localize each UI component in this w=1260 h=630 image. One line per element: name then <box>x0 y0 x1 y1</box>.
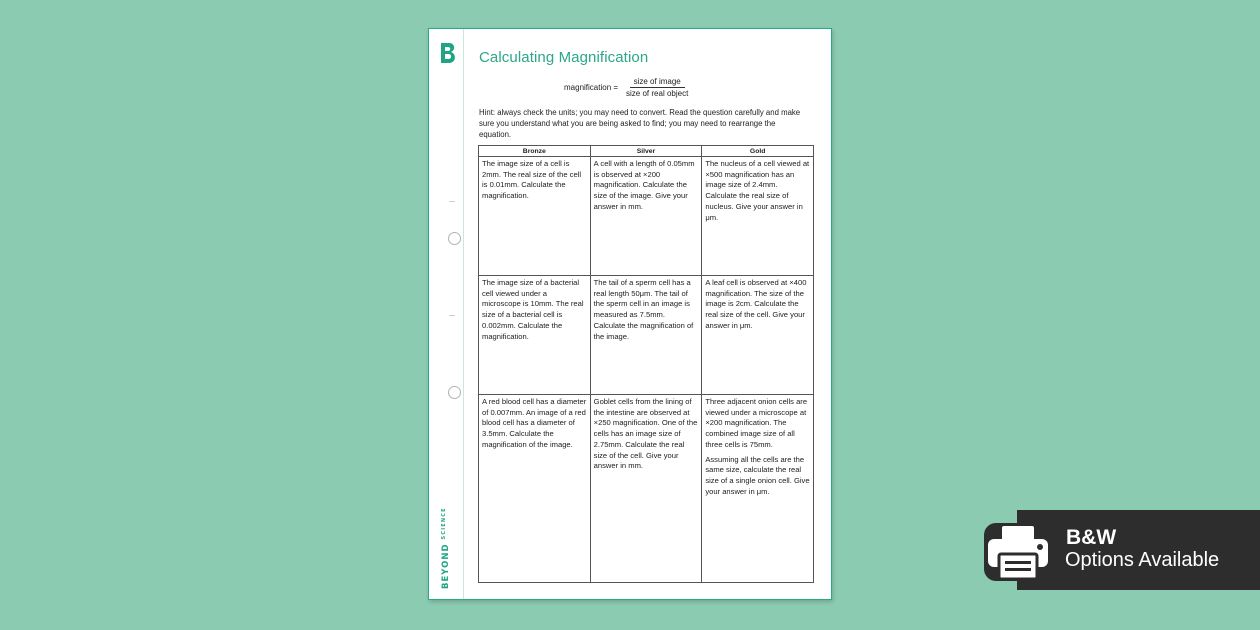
question-paragraph: Three adjacent onion cells are viewed under a microscope at ×200 magnification. The combined image size of all three cells is 75mm. <box>705 397 808 449</box>
question-cell: Goblet cells from the lining of the intestine are observed at ×250 magnification. One of the cells has an image size of 2.75mm. Calculate the real size of the cell. Give your answer in mm. <box>590 395 702 583</box>
brand-word-beyond: BEYOND <box>441 543 451 589</box>
table-header-row <box>479 146 814 157</box>
margin-tick <box>449 201 455 202</box>
table-row <box>479 157 814 276</box>
header-bronze: Bronze <box>479 146 591 157</box>
question-cell: The image size of a cell is 2mm. The real size of the cell is 0.01mm. Calculate the magnification. <box>479 157 591 276</box>
magnification-formula <box>564 77 692 98</box>
formula-fraction <box>622 77 692 98</box>
badge-title: B&W <box>1066 526 1117 549</box>
punch-hole <box>448 386 461 399</box>
question-cell: The tail of a sperm cell has a real length 50μm. The tail of the sperm cell in an image is measured as 7.5mm. Calculate the magnification of the image. <box>590 276 702 395</box>
question-cell: A leaf cell is observed at ×400 magnification. The size of the image is 2cm. Calculate the real size of the cell. Give your answer in μm. <box>702 276 814 395</box>
question-cell: A cell with a length of 0.05mm is observed at ×200 magnification. Calculate the size of the image. Give your answer in mm. <box>590 157 702 276</box>
left-margin-strip <box>429 29 464 599</box>
badge-subtitle: Options Available <box>1065 549 1220 571</box>
formula-denominator: size of real object <box>626 89 689 98</box>
beyond-logo-icon <box>438 41 458 65</box>
header-gold: Gold <box>702 146 814 157</box>
question-cell: The image size of a bacterial cell viewed under a microscope is 10mm. The real size of a bacterial cell is 0.002mm. Calculate the magnification. <box>479 276 591 395</box>
table-row <box>479 276 814 395</box>
brand-vertical <box>439 499 455 589</box>
question-cell: The nucleus of a cell viewed at ×500 magnification has an image size of 2.4mm. Calculate the real size of nucleus. Give your answer in μm. <box>702 157 814 276</box>
question-cell: A red blood cell has a diameter of 0.007mm. An image of a red blood cell has a diameter of 3.5mm. Calculate the magnification of the image. <box>479 395 591 583</box>
printer-icon <box>982 521 1054 583</box>
margin-tick <box>449 315 455 316</box>
formula-numerator: size of image <box>630 77 685 88</box>
brand-word-science: SCIENCE <box>441 507 447 540</box>
question-paragraph: Assuming all the cells are the same size, calculate the real size of a single onion cell. Give your answer in μm. <box>705 454 810 496</box>
questions-table <box>478 145 814 583</box>
hint-text: Hint: always check the units; you may need to convert. Read the question carefully and make sure you understand what you are being asked to find; you may need to rearrange the equation. <box>479 108 801 139</box>
worksheet-page <box>428 28 832 600</box>
table-row <box>479 395 814 583</box>
header-silver: Silver <box>590 146 702 157</box>
punch-hole <box>448 232 461 245</box>
page-title: Calculating Magnification <box>479 49 649 66</box>
question-cell-gold-onion <box>702 395 814 583</box>
formula-lhs: magnification = <box>564 83 619 92</box>
